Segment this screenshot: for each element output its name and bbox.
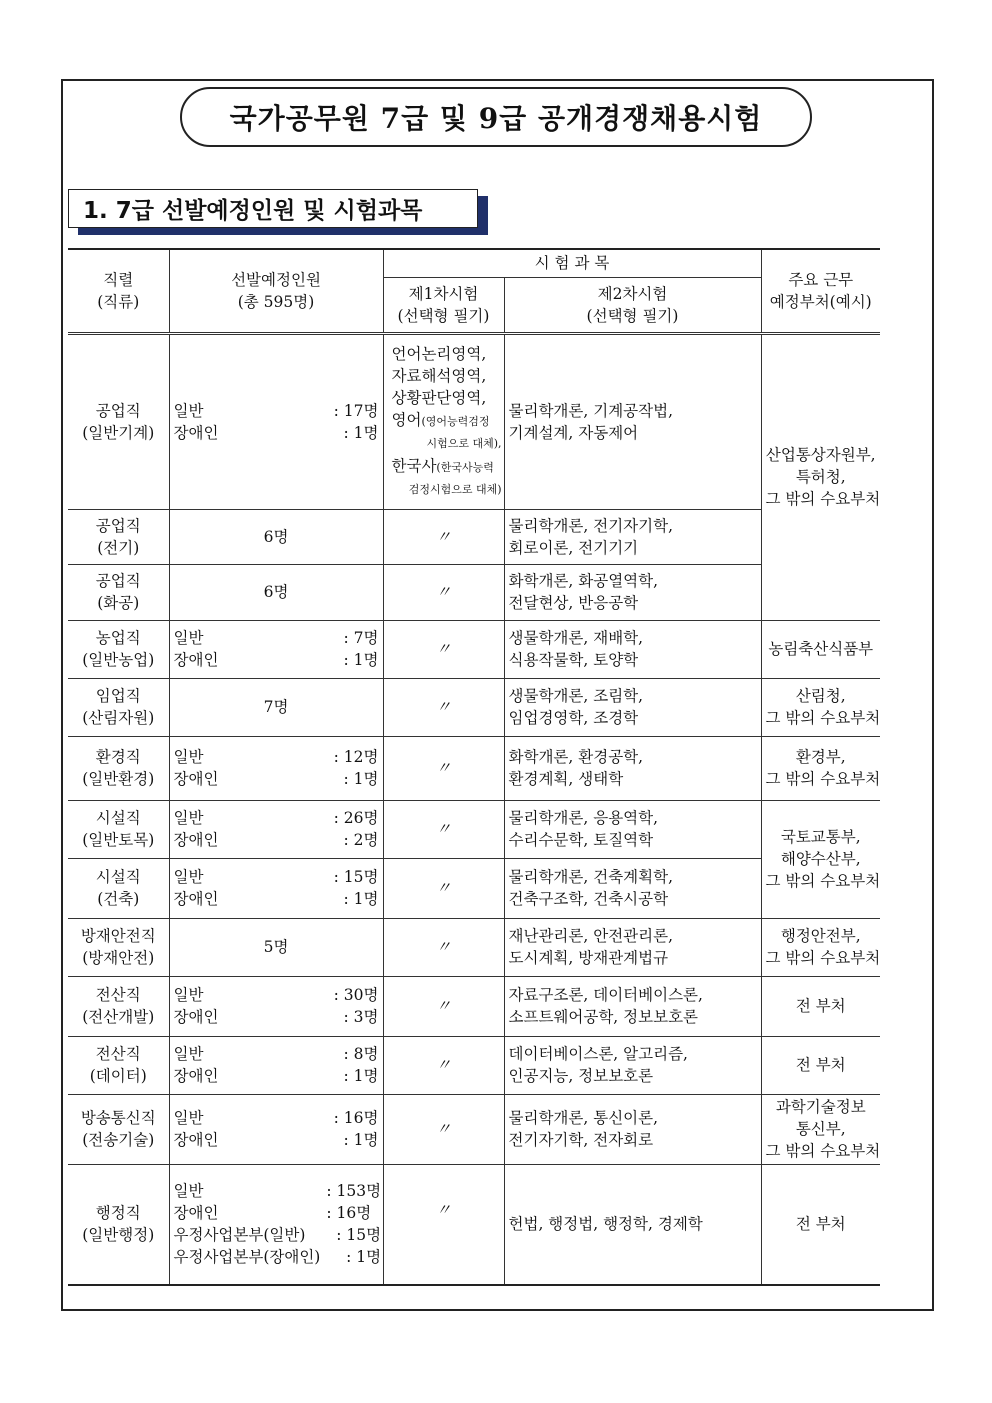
dept-cell: 국토교통부, 해양수산부, 그 밖의 수요부처 <box>761 800 880 918</box>
job-cell: 환경직 (일반환경) <box>68 736 169 800</box>
dept-cell: 과학기술정보 통신부, 그 밖의 수요부처 <box>761 1094 880 1164</box>
quota-cell: 6명 <box>169 509 383 564</box>
dept-cell: 농림축산식품부 <box>761 620 880 678</box>
job-cell: 공업직 (화공) <box>68 564 169 620</box>
first-exam-ditto: 〃 <box>383 678 504 736</box>
table-row <box>68 564 880 620</box>
table-row <box>68 858 880 918</box>
second-exam-subjects: 물리학개론, 통신이론, 전기자기학, 전자회로 <box>504 1094 761 1164</box>
table-row <box>68 800 880 858</box>
second-exam-subjects: 헌법, 행정법, 행정학, 경제학 <box>504 1164 761 1285</box>
second-exam-subjects: 물리학개론, 전기자기학, 회로이론, 전기기기 <box>504 509 761 564</box>
quota-cell: 6명 <box>169 564 383 620</box>
table-row <box>68 620 880 678</box>
first-exam-ditto: 〃 <box>383 509 504 564</box>
second-exam-subjects: 물리학개론, 응용역학, 수리수문학, 토질역학 <box>504 800 761 858</box>
second-exam-subjects: 데이터베이스론, 알고리즘, 인공지능, 정보보호론 <box>504 1036 761 1094</box>
second-exam-subjects: 재난관리론, 안전관리론, 도시계획, 방재관계법규 <box>504 918 761 976</box>
quota-cell: 7명 <box>169 678 383 736</box>
dept-cell: 전 부처 <box>761 1036 880 1094</box>
quota-cell: 일반 : 153명 장애인 : 16명 우정사업본부(일반) : 15명 우정사업본부(장애인) : 1명 <box>169 1164 383 1285</box>
dept-cell: 환경부, 그 밖의 수요부처 <box>761 736 880 800</box>
second-exam-subjects: 물리학개론, 건축계획학, 건축구조학, 건축시공학 <box>504 858 761 918</box>
first-exam-ditto: 〃 <box>383 1036 504 1094</box>
second-exam-subjects: 생물학개론, 재배학, 식용작물학, 토양학 <box>504 620 761 678</box>
second-exam-subjects: 물리학개론, 기계공작법, 기계설계, 자동제어 <box>504 333 761 509</box>
section-heading <box>68 189 488 235</box>
table-row <box>68 918 880 976</box>
first-exam-ditto: 〃 <box>383 736 504 800</box>
quota-cell: 일반 : 16명 장애인 : 1명 <box>169 1094 383 1164</box>
dept-cell: 산림청, 그 밖의 수요부처 <box>761 678 880 736</box>
second-exam-subjects: 자료구조론, 데이터베이스론, 소프트웨어공학, 정보보호론 <box>504 976 761 1036</box>
job-cell: 전산직 (데이터) <box>68 1036 169 1094</box>
table-row <box>68 333 880 509</box>
first-exam-ditto: 〃 <box>383 918 504 976</box>
header-job: 직렬 (직류) <box>68 249 169 333</box>
table-row <box>68 976 880 1036</box>
dept-cell: 전 부처 <box>761 1164 880 1285</box>
dept-cell: 산업통상자원부, 특허청, 그 밖의 수요부처 <box>761 333 880 620</box>
second-exam-subjects: 생물학개론, 조림학, 임업경영학, 조경학 <box>504 678 761 736</box>
first-exam-ditto: 〃 <box>383 564 504 620</box>
header-first-exam: 제1차시험 (선택형 필기) <box>383 277 504 333</box>
quota-cell: 일반 : 7명 장애인 : 1명 <box>169 620 383 678</box>
header-dept: 주요 근무 예정부처(예시) <box>761 249 880 333</box>
job-cell: 시설직 (일반토목) <box>68 800 169 858</box>
quota-cell: 일반 : 8명 장애인 : 1명 <box>169 1036 383 1094</box>
table-row <box>68 509 880 564</box>
page-title: 국가공무원 7급 및 9급 공개경쟁채용시험 <box>180 87 812 147</box>
dept-cell: 전 부처 <box>761 976 880 1036</box>
job-cell: 농업직 (일반농업) <box>68 620 169 678</box>
job-cell: 공업직 (일반기계) <box>68 333 169 509</box>
first-exam-ditto: 〃 <box>383 800 504 858</box>
job-cell: 전산직 (전산개발) <box>68 976 169 1036</box>
second-exam-subjects: 화학개론, 화공열역학, 전달현상, 반응공학 <box>504 564 761 620</box>
job-cell: 공업직 (전기) <box>68 509 169 564</box>
table-row <box>68 1094 880 1164</box>
exam-table <box>68 248 880 1286</box>
second-exam-subjects: 화학개론, 환경공학, 환경계획, 생태학 <box>504 736 761 800</box>
table-row <box>68 1164 880 1285</box>
section-heading-label: 1. 7급 선발예정인원 및 시험과목 <box>68 189 478 228</box>
table-row <box>68 678 880 736</box>
job-cell: 행정직 (일반행정) <box>68 1164 169 1285</box>
job-cell: 시설직 (건축) <box>68 858 169 918</box>
first-exam-ditto: 〃 <box>383 858 504 918</box>
dept-cell: 행정안전부, 그 밖의 수요부처 <box>761 918 880 976</box>
quota-cell: 일반 : 15명 장애인 : 1명 <box>169 858 383 918</box>
job-cell: 임업직 (산림자원) <box>68 678 169 736</box>
job-cell: 방재안전직 (방재안전) <box>68 918 169 976</box>
quota-cell: 5명 <box>169 918 383 976</box>
table-row <box>68 1036 880 1094</box>
quota-cell: 일반 : 30명 장애인 : 3명 <box>169 976 383 1036</box>
header-subjects: 시 험 과 목 <box>383 249 761 277</box>
first-exam-ditto: 〃 <box>383 976 504 1036</box>
header-second-exam: 제2차시험 (선택형 필기) <box>504 277 761 333</box>
first-exam-ditto: 〃 <box>383 1094 504 1164</box>
quota-cell: 일반 : 26명 장애인 : 2명 <box>169 800 383 858</box>
first-exam-ditto: 〃 <box>383 620 504 678</box>
header-quota: 선발예정인원 (총 595명) <box>169 249 383 333</box>
job-cell: 방송통신직 (전송기술) <box>68 1094 169 1164</box>
quota-cell: 일반 : 12명 장애인 : 1명 <box>169 736 383 800</box>
first-exam-ditto: 〃 <box>383 1164 504 1285</box>
quota-cell: 일반 : 17명 장애인 : 1명 <box>169 333 383 509</box>
first-exam-subjects: 언어논리영역, 자료해석영역, 상황판단영역, 영어(영어능력검정 시험으로 대체), 한국사(한국사능력 검정시험으로 대체) <box>383 333 504 509</box>
table-row <box>68 736 880 800</box>
